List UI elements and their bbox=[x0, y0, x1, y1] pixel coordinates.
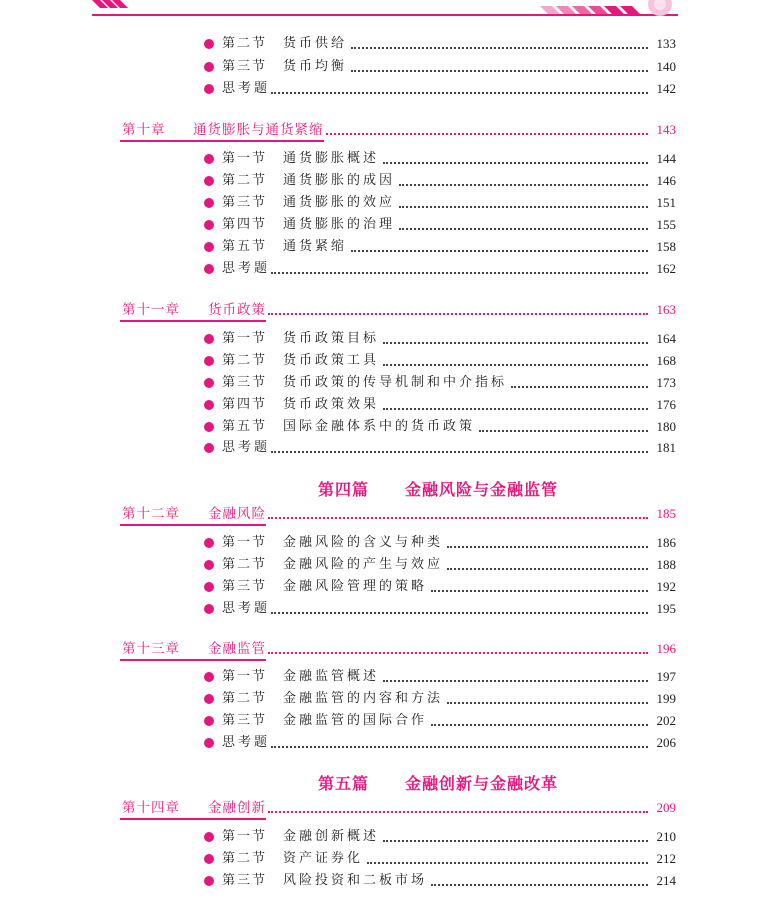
section-title: 金融创新概述 bbox=[283, 829, 380, 844]
chapter-page-number: 143 bbox=[656, 122, 676, 137]
chapter-underline bbox=[120, 320, 266, 322]
section-title: 通货膨胀的治理 bbox=[283, 217, 396, 232]
dot-leader bbox=[271, 612, 648, 614]
bullet-icon bbox=[204, 62, 214, 72]
dot-leader bbox=[351, 250, 648, 252]
bullet-icon bbox=[204, 694, 214, 704]
section-title: 通货紧缩 bbox=[283, 239, 348, 254]
chapter-page-number: 163 bbox=[656, 302, 676, 317]
dot-leader bbox=[268, 652, 648, 654]
section-page-number: 192 bbox=[656, 579, 676, 594]
section-title: 通货膨胀的效应 bbox=[283, 195, 396, 210]
section-number: 第一节 bbox=[222, 829, 268, 844]
part-title: 金融创新与金融改革 bbox=[405, 774, 559, 793]
section-title: 金融风险的产生与效应 bbox=[283, 557, 444, 572]
toc-section[interactable] bbox=[0, 711, 768, 731]
section-page-number: 155 bbox=[656, 217, 676, 232]
section-number: 第三节 bbox=[222, 375, 268, 390]
bullet-icon bbox=[204, 422, 214, 432]
toc-section[interactable] bbox=[0, 237, 768, 257]
section-page-number: 168 bbox=[656, 353, 676, 368]
section-page-number: 176 bbox=[656, 397, 676, 412]
dot-leader bbox=[383, 840, 648, 842]
toc-section[interactable] bbox=[0, 351, 768, 371]
chapter-number: 第十章 bbox=[122, 122, 166, 138]
toc-section[interactable] bbox=[0, 149, 768, 169]
section-page-number: 202 bbox=[656, 713, 676, 728]
part-title: 金融风险与金融监管 bbox=[405, 480, 559, 499]
section-title: 国际金融体系中的货币政策 bbox=[283, 419, 476, 434]
section-number: 第三节 bbox=[222, 195, 268, 210]
section-number: 第四节 bbox=[222, 217, 268, 232]
section-page-number: 188 bbox=[656, 557, 676, 572]
bullet-icon bbox=[204, 378, 214, 388]
bullet-icon bbox=[204, 242, 214, 252]
toc-questions[interactable] bbox=[0, 599, 768, 619]
toc-section[interactable] bbox=[0, 533, 768, 553]
toc-section[interactable] bbox=[0, 329, 768, 349]
dot-leader bbox=[383, 408, 648, 410]
toc-section[interactable] bbox=[0, 215, 768, 235]
section-number: 第一节 bbox=[222, 151, 268, 166]
section-title: 货币政策效果 bbox=[283, 397, 380, 412]
section-page-number: 158 bbox=[656, 239, 676, 254]
section-page-number: 162 bbox=[656, 261, 676, 276]
bullet-icon bbox=[204, 538, 214, 548]
section-page-number: 151 bbox=[656, 195, 676, 210]
questions-title: 思考题 bbox=[222, 81, 271, 96]
questions-title: 思考题 bbox=[222, 440, 271, 455]
dot-leader bbox=[447, 546, 648, 548]
section-page-number: 140 bbox=[656, 59, 676, 74]
section-title: 通货膨胀的成因 bbox=[283, 173, 396, 188]
dot-leader bbox=[399, 184, 648, 186]
dot-leader bbox=[447, 702, 648, 704]
section-page-number: 214 bbox=[656, 873, 676, 888]
chapter-page-number: 185 bbox=[656, 506, 676, 521]
chapter-page-number: 209 bbox=[656, 800, 676, 815]
chapter-title: 通货膨胀与通货紧缩 bbox=[193, 122, 324, 138]
chapter-underline bbox=[120, 818, 266, 820]
toc-section[interactable] bbox=[0, 849, 768, 869]
section-page-number: 144 bbox=[656, 151, 676, 166]
section-number: 第三节 bbox=[222, 59, 268, 74]
section-page-number: 210 bbox=[656, 829, 676, 844]
chapter-number: 第十一章 bbox=[122, 302, 180, 318]
bullet-icon bbox=[204, 39, 214, 49]
section-number: 第三节 bbox=[222, 713, 268, 728]
dot-leader bbox=[511, 386, 648, 388]
chapter-underline bbox=[120, 524, 266, 526]
section-page-number: 142 bbox=[656, 81, 676, 96]
chapter-title: 货币政策 bbox=[208, 302, 266, 318]
bullet-icon bbox=[204, 604, 214, 614]
dot-leader bbox=[383, 162, 648, 164]
bullet-icon bbox=[204, 264, 214, 274]
section-number: 第一节 bbox=[222, 535, 268, 550]
toc-section[interactable] bbox=[0, 555, 768, 575]
section-number: 第一节 bbox=[222, 669, 268, 684]
chapter-title: 金融监管 bbox=[208, 641, 266, 657]
dot-leader bbox=[399, 206, 648, 208]
chapter-underline bbox=[120, 140, 324, 142]
toc-questions[interactable] bbox=[0, 438, 768, 458]
section-number: 第五节 bbox=[222, 239, 268, 254]
section-title: 风险投资和二板市场 bbox=[283, 873, 428, 888]
section-title: 金融监管的内容和方法 bbox=[283, 691, 444, 706]
section-number: 第三节 bbox=[222, 579, 268, 594]
bullet-icon bbox=[204, 672, 214, 682]
bullet-icon bbox=[204, 738, 214, 748]
section-title: 资产证券化 bbox=[283, 851, 364, 866]
part-number: 第五篇 bbox=[318, 774, 370, 793]
section-page-number: 199 bbox=[656, 691, 676, 706]
dot-leader bbox=[271, 272, 648, 274]
bullet-icon bbox=[204, 220, 214, 230]
section-page-number: 195 bbox=[656, 601, 676, 616]
section-title: 金融监管的国际合作 bbox=[283, 713, 428, 728]
section-number: 第四节 bbox=[222, 397, 268, 412]
bullet-icon bbox=[204, 582, 214, 592]
chapter-number: 第十四章 bbox=[122, 800, 180, 816]
toc-chapter[interactable] bbox=[0, 798, 768, 818]
toc-section[interactable] bbox=[0, 57, 768, 77]
toc-section[interactable] bbox=[0, 373, 768, 393]
section-page-number: 197 bbox=[656, 669, 676, 684]
section-title: 金融风险管理的策略 bbox=[283, 579, 428, 594]
dot-leader bbox=[399, 228, 648, 230]
section-title: 货币政策目标 bbox=[283, 331, 380, 346]
toc-section[interactable] bbox=[0, 193, 768, 213]
section-number: 第一节 bbox=[222, 331, 268, 346]
dot-leader bbox=[383, 680, 648, 682]
dot-leader bbox=[479, 430, 648, 432]
chapter-underline bbox=[120, 659, 266, 661]
bullet-icon bbox=[204, 334, 214, 344]
dot-leader bbox=[367, 862, 648, 864]
section-title: 金融风险的含义与种类 bbox=[283, 535, 444, 550]
dot-leader bbox=[383, 364, 648, 366]
section-number: 第二节 bbox=[222, 691, 268, 706]
part-heading bbox=[0, 478, 768, 502]
toc-chapter[interactable] bbox=[0, 300, 768, 320]
toc-section[interactable] bbox=[0, 34, 768, 54]
dot-leader bbox=[447, 568, 648, 570]
section-number: 第二节 bbox=[222, 36, 268, 51]
bullet-icon bbox=[204, 854, 214, 864]
section-number: 第二节 bbox=[222, 353, 268, 368]
toc-chapter[interactable] bbox=[0, 120, 768, 140]
chapter-number: 第十二章 bbox=[122, 506, 180, 522]
toc-questions[interactable] bbox=[0, 733, 768, 753]
section-title: 金融监管概述 bbox=[283, 669, 380, 684]
bullet-icon bbox=[204, 176, 214, 186]
chapter-title: 金融创新 bbox=[208, 800, 266, 816]
dot-leader bbox=[271, 92, 648, 94]
dot-leader bbox=[383, 342, 648, 344]
toc-questions[interactable] bbox=[0, 259, 768, 279]
bullet-icon bbox=[204, 560, 214, 570]
toc-section[interactable] bbox=[0, 689, 768, 709]
dot-leader bbox=[326, 133, 649, 135]
dot-leader bbox=[431, 884, 648, 886]
section-title: 货币供给 bbox=[283, 36, 348, 51]
toc-section[interactable] bbox=[0, 827, 768, 847]
section-page-number: 180 bbox=[656, 419, 676, 434]
toc-section[interactable] bbox=[0, 395, 768, 415]
chapter-page-number: 196 bbox=[656, 641, 676, 656]
section-number: 第五节 bbox=[222, 419, 268, 434]
section-page-number: 212 bbox=[656, 851, 676, 866]
chapter-title: 金融风险 bbox=[208, 506, 266, 522]
questions-title: 思考题 bbox=[222, 601, 271, 616]
section-number: 第二节 bbox=[222, 173, 268, 188]
toc-section[interactable] bbox=[0, 171, 768, 191]
dot-leader bbox=[431, 724, 648, 726]
dot-leader bbox=[431, 590, 648, 592]
part-heading bbox=[0, 772, 768, 796]
section-title: 货币政策工具 bbox=[283, 353, 380, 368]
dot-leader bbox=[271, 451, 648, 453]
section-title: 货币政策的传导机制和中介指标 bbox=[283, 375, 508, 390]
section-page-number: 146 bbox=[656, 173, 676, 188]
section-number: 第三节 bbox=[222, 873, 268, 888]
dot-leader bbox=[268, 517, 648, 519]
dot-leader bbox=[351, 47, 648, 49]
bullet-icon bbox=[204, 400, 214, 410]
bullet-icon bbox=[204, 716, 214, 726]
section-page-number: 173 bbox=[656, 375, 676, 390]
toc-questions[interactable] bbox=[0, 79, 768, 99]
section-title: 通货膨胀概述 bbox=[283, 151, 380, 166]
questions-title: 思考题 bbox=[222, 735, 271, 750]
section-page-number: 186 bbox=[656, 535, 676, 550]
toc-section[interactable] bbox=[0, 417, 768, 437]
bullet-icon bbox=[204, 832, 214, 842]
bullet-icon bbox=[204, 84, 214, 94]
dot-leader bbox=[268, 313, 648, 315]
bullet-icon bbox=[204, 443, 214, 453]
section-page-number: 181 bbox=[656, 440, 676, 455]
section-number: 第二节 bbox=[222, 557, 268, 572]
section-page-number: 206 bbox=[656, 735, 676, 750]
part-number: 第四篇 bbox=[318, 480, 370, 499]
questions-title: 思考题 bbox=[222, 261, 271, 276]
toc-chapter[interactable] bbox=[0, 504, 768, 524]
section-page-number: 164 bbox=[656, 331, 676, 346]
section-number: 第二节 bbox=[222, 851, 268, 866]
bullet-icon bbox=[204, 154, 214, 164]
toc-section[interactable] bbox=[0, 871, 768, 891]
dot-leader bbox=[351, 70, 648, 72]
bullet-icon bbox=[204, 876, 214, 886]
toc-chapter[interactable] bbox=[0, 639, 768, 659]
toc-section[interactable] bbox=[0, 667, 768, 687]
bullet-icon bbox=[204, 356, 214, 366]
toc-section[interactable] bbox=[0, 577, 768, 597]
chapter-number: 第十三章 bbox=[122, 641, 180, 657]
section-page-number: 133 bbox=[656, 36, 676, 51]
section-title: 货币均衡 bbox=[283, 59, 348, 74]
bullet-icon bbox=[204, 198, 214, 208]
dot-leader bbox=[268, 811, 648, 813]
dot-leader bbox=[271, 746, 648, 748]
